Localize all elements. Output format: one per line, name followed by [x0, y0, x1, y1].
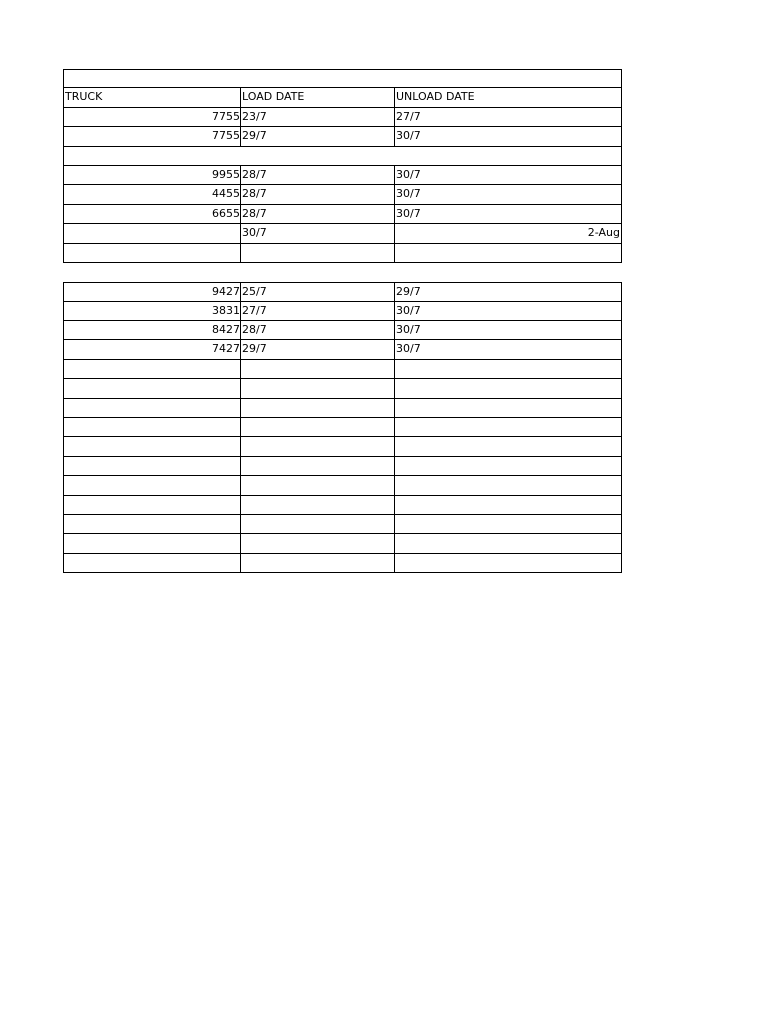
load-date-cell[interactable]: 30/7 [240, 224, 394, 243]
empty-cell[interactable] [240, 379, 394, 398]
unload-date-cell[interactable]: 30/7 [394, 185, 622, 204]
table-row [63, 166, 623, 185]
header-load-date[interactable]: LOAD DATE [240, 88, 394, 107]
load-date-cell[interactable]: 28/7 [240, 185, 394, 204]
blank-row [63, 263, 623, 282]
empty-row [63, 534, 623, 553]
blank-cell[interactable] [63, 263, 622, 282]
truck-cell[interactable]: 8427 [63, 321, 241, 340]
load-date-cell[interactable] [240, 244, 394, 263]
load-date-cell[interactable]: 25/7 [240, 282, 394, 301]
unload-date-cell[interactable]: 30/7 [394, 166, 622, 185]
truck-cell[interactable]: 7427 [63, 340, 241, 359]
empty-cell[interactable] [394, 437, 622, 456]
empty-row [63, 437, 623, 456]
title-cell[interactable] [63, 69, 622, 88]
truck-cell[interactable]: 7755 [63, 127, 241, 146]
unload-date-cell[interactable] [394, 244, 622, 263]
load-date-cell[interactable]: 28/7 [240, 321, 394, 340]
separator-cell[interactable] [63, 147, 622, 166]
empty-cell[interactable] [63, 437, 241, 456]
load-date-cell[interactable]: 27/7 [240, 302, 394, 321]
empty-cell[interactable] [63, 534, 241, 553]
table-row [63, 282, 623, 301]
load-date-cell[interactable]: 29/7 [240, 127, 394, 146]
table-row [63, 224, 623, 243]
empty-cell[interactable] [240, 476, 394, 495]
empty-cell[interactable] [394, 399, 622, 418]
empty-cell[interactable] [63, 399, 241, 418]
empty-cell[interactable] [394, 360, 622, 379]
header-unload-date[interactable]: UNLOAD DATE [394, 88, 622, 107]
empty-row [63, 515, 623, 534]
empty-cell[interactable] [63, 457, 241, 476]
empty-cell[interactable] [240, 554, 394, 573]
empty-cell[interactable] [63, 515, 241, 534]
truck-cell[interactable] [63, 224, 241, 243]
unload-date-cell[interactable]: 2-Aug [394, 224, 622, 243]
empty-cell[interactable] [394, 379, 622, 398]
empty-cell[interactable] [394, 534, 622, 553]
empty-row [63, 418, 623, 437]
empty-row [63, 379, 623, 398]
empty-cell[interactable] [63, 554, 241, 573]
empty-cell[interactable] [63, 360, 241, 379]
empty-row [63, 476, 623, 495]
header-truck[interactable]: TRUCK [63, 88, 241, 107]
unload-date-cell[interactable]: 29/7 [394, 282, 622, 301]
table-row [63, 185, 623, 204]
load-date-cell[interactable]: 28/7 [240, 205, 394, 224]
empty-row [63, 399, 623, 418]
empty-cell[interactable] [240, 457, 394, 476]
truck-cell[interactable]: 3831 [63, 302, 241, 321]
unload-date-cell[interactable]: 27/7 [394, 108, 622, 127]
empty-cell[interactable] [240, 399, 394, 418]
empty-rows [63, 360, 623, 573]
table-row [63, 340, 623, 359]
empty-cell[interactable] [63, 476, 241, 495]
empty-cell[interactable] [240, 437, 394, 456]
empty-row [63, 496, 623, 515]
empty-row [63, 554, 623, 573]
empty-cell[interactable] [394, 457, 622, 476]
empty-row [63, 360, 623, 379]
table-row [63, 321, 623, 340]
unload-date-cell[interactable]: 30/7 [394, 340, 622, 359]
truck-cell[interactable]: 4455 [63, 185, 241, 204]
unload-date-cell[interactable]: 30/7 [394, 127, 622, 146]
empty-cell[interactable] [394, 554, 622, 573]
header-row [63, 88, 623, 107]
empty-cell[interactable] [63, 496, 241, 515]
table-row [63, 108, 623, 127]
table-row [63, 244, 623, 263]
empty-cell[interactable] [394, 418, 622, 437]
truck-cell[interactable]: 9427 [63, 282, 241, 301]
load-date-cell[interactable]: 23/7 [240, 108, 394, 127]
table-row [63, 302, 623, 321]
empty-cell[interactable] [240, 534, 394, 553]
truck-cell[interactable]: 9955 [63, 166, 241, 185]
empty-cell[interactable] [63, 379, 241, 398]
load-date-cell[interactable]: 28/7 [240, 166, 394, 185]
unload-date-cell[interactable]: 30/7 [394, 205, 622, 224]
empty-cell[interactable] [394, 476, 622, 495]
truck-cell[interactable]: 6655 [63, 205, 241, 224]
spreadsheet [63, 69, 623, 573]
truck-cell[interactable] [63, 244, 241, 263]
empty-cell[interactable] [240, 515, 394, 534]
empty-cell[interactable] [394, 515, 622, 534]
empty-cell[interactable] [240, 360, 394, 379]
truck-cell[interactable]: 7755 [63, 108, 241, 127]
title-row [63, 69, 623, 88]
table-row [63, 205, 623, 224]
unload-date-cell[interactable]: 30/7 [394, 321, 622, 340]
empty-cell[interactable] [240, 418, 394, 437]
separator-row [63, 147, 623, 166]
empty-row [63, 457, 623, 476]
empty-cell[interactable] [394, 496, 622, 515]
unload-date-cell[interactable]: 30/7 [394, 302, 622, 321]
table-row [63, 127, 623, 146]
load-date-cell[interactable]: 29/7 [240, 340, 394, 359]
empty-cell[interactable] [63, 418, 241, 437]
empty-cell[interactable] [240, 496, 394, 515]
